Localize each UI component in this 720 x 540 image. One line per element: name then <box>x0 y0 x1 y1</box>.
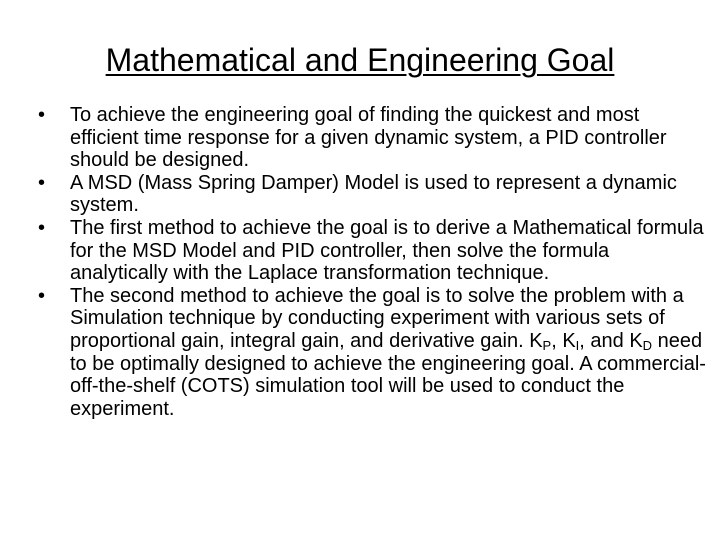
bullet-item-second-method <box>30 285 710 421</box>
bullet-text: A MSD (Mass Spring Damper) Model is used to represent a dynamic system. <box>70 171 677 217</box>
text-segment: , K <box>551 329 576 352</box>
bullet-icon: • <box>38 104 46 126</box>
bullet-item-msd-model <box>30 172 710 217</box>
bullet-icon: • <box>38 284 46 307</box>
bullet-item-first-method <box>30 217 710 285</box>
bullet-text: To achieve the engineering goal of finding the quickest and most efficient time response for a given dynamic system, a PID controller should be designed. <box>70 104 667 172</box>
bullet-icon: • <box>38 171 46 194</box>
text-segment: The second method to achieve the goal is to solve the problem with a Simulation technique by conducting experiment with various sets of proportional gain, integral gain, and derivative gain. K <box>70 284 684 352</box>
text-segment: need to be optimally designed to achieve the engineering goal. A commercial-off-the-shelf (COTS) simulation tool will be used to conduct the experiment. <box>70 329 706 420</box>
bullet-text <box>70 285 706 420</box>
subscript-i: I <box>575 337 580 353</box>
subscript-d: D <box>642 337 653 353</box>
bullet-list <box>30 104 710 420</box>
text-segment: , and K <box>579 329 643 352</box>
bullet-icon: • <box>38 216 46 239</box>
slide-title: Mathematical and Engineering Goal <box>105 42 615 78</box>
bullet-text: The first method to achieve the goal is to derive a Mathematical formula for the MSD Model and PID controller, then solve the formula analytically with the Laplace transformation technique. <box>70 216 704 285</box>
subscript-p: P <box>542 337 552 353</box>
bullet-item-pid-goal <box>30 104 710 172</box>
